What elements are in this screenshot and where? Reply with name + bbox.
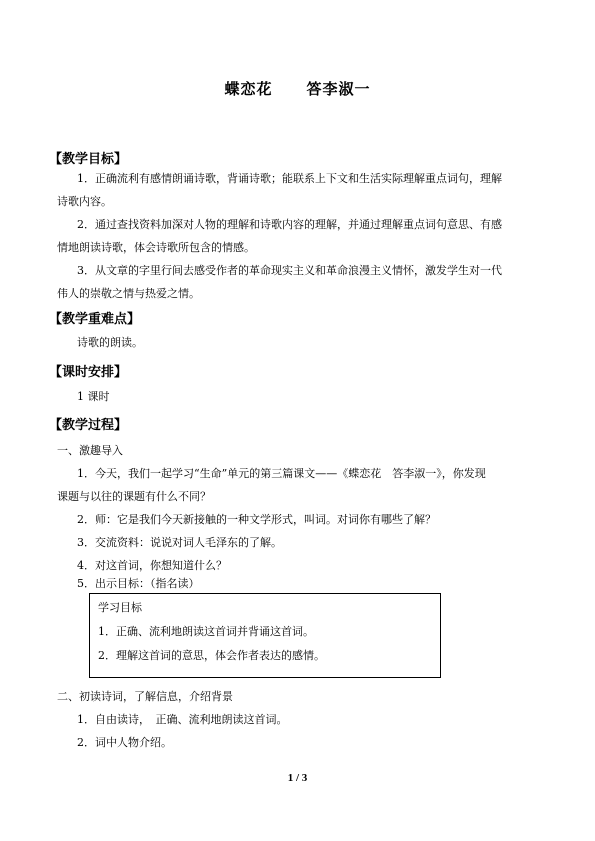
heading-schedule: 【课时安排】 xyxy=(49,365,128,380)
title-main: 蝶恋花 xyxy=(224,80,273,98)
process-part-title: 二、初读诗词，了解信息，介绍背景 xyxy=(57,690,233,703)
title-sub: 答李淑一 xyxy=(306,80,371,98)
schedule-text: 1 课时 xyxy=(77,390,110,403)
process-line: 2．师：它是我们今天新接触的一种文学形式，叫词。对词你有哪些了解？ xyxy=(77,513,436,526)
process-line: 课题与以往的课题有什么不同？ xyxy=(57,490,211,503)
goal-line: 诗歌内容。 xyxy=(57,195,112,208)
heading-teaching-goals: 【教学目标】 xyxy=(49,152,128,167)
box-title: 学习目标 xyxy=(98,601,142,614)
process-line: 1．自由读诗， 正确、流利地朗读这首词。 xyxy=(77,713,288,726)
process-part-title: 一、激趣导入 xyxy=(57,444,123,457)
heading-teaching-process: 【教学过程】 xyxy=(49,418,128,433)
process-line: 5．出示目标：（指名读） xyxy=(77,577,200,590)
process-line: 3．交流资料：说说对词人毛泽东的了解。 xyxy=(77,536,282,549)
goal-line: 2．通过查找资料加深对人物的理解和诗歌内容的理解，并通过理解重点词句意思、有感 xyxy=(77,218,502,231)
goal-line: 1．正确流利有感情朗诵诗歌，背诵诗歌；能联系上下文和生活实际理解重点词句，理解 xyxy=(77,172,502,185)
heading-key-points: 【教学重难点】 xyxy=(49,312,141,327)
goal-line: 情地朗读诗歌，体会诗歌所包含的情感。 xyxy=(57,241,255,254)
process-line: 4．对这首词，你想知道什么？ xyxy=(77,559,227,572)
page-number: 1 / 3 xyxy=(287,772,308,784)
process-line: 1．今天，我们一起学习“生命”单元的第三篇课文——《蝶恋花 答李淑一》，你发现 xyxy=(77,467,486,480)
box-line: 2．理解这首词的意思，体会作者表达的感情。 xyxy=(98,649,325,662)
document-title xyxy=(0,78,595,99)
learning-goals-box xyxy=(89,593,441,678)
goal-line: 3．从文章的字里行间去感受作者的革命现实主义和革命浪漫主义情怀，激发学生对一代 xyxy=(77,264,502,277)
process-line: 2．词中人物介绍。 xyxy=(77,736,172,749)
box-line: 1．正确、流利地朗读这首词并背诵这首词。 xyxy=(98,625,314,638)
goal-line: 伟人的崇敬之情与热爱之情。 xyxy=(57,287,200,300)
key-points-text: 诗歌的朗读。 xyxy=(77,336,143,349)
